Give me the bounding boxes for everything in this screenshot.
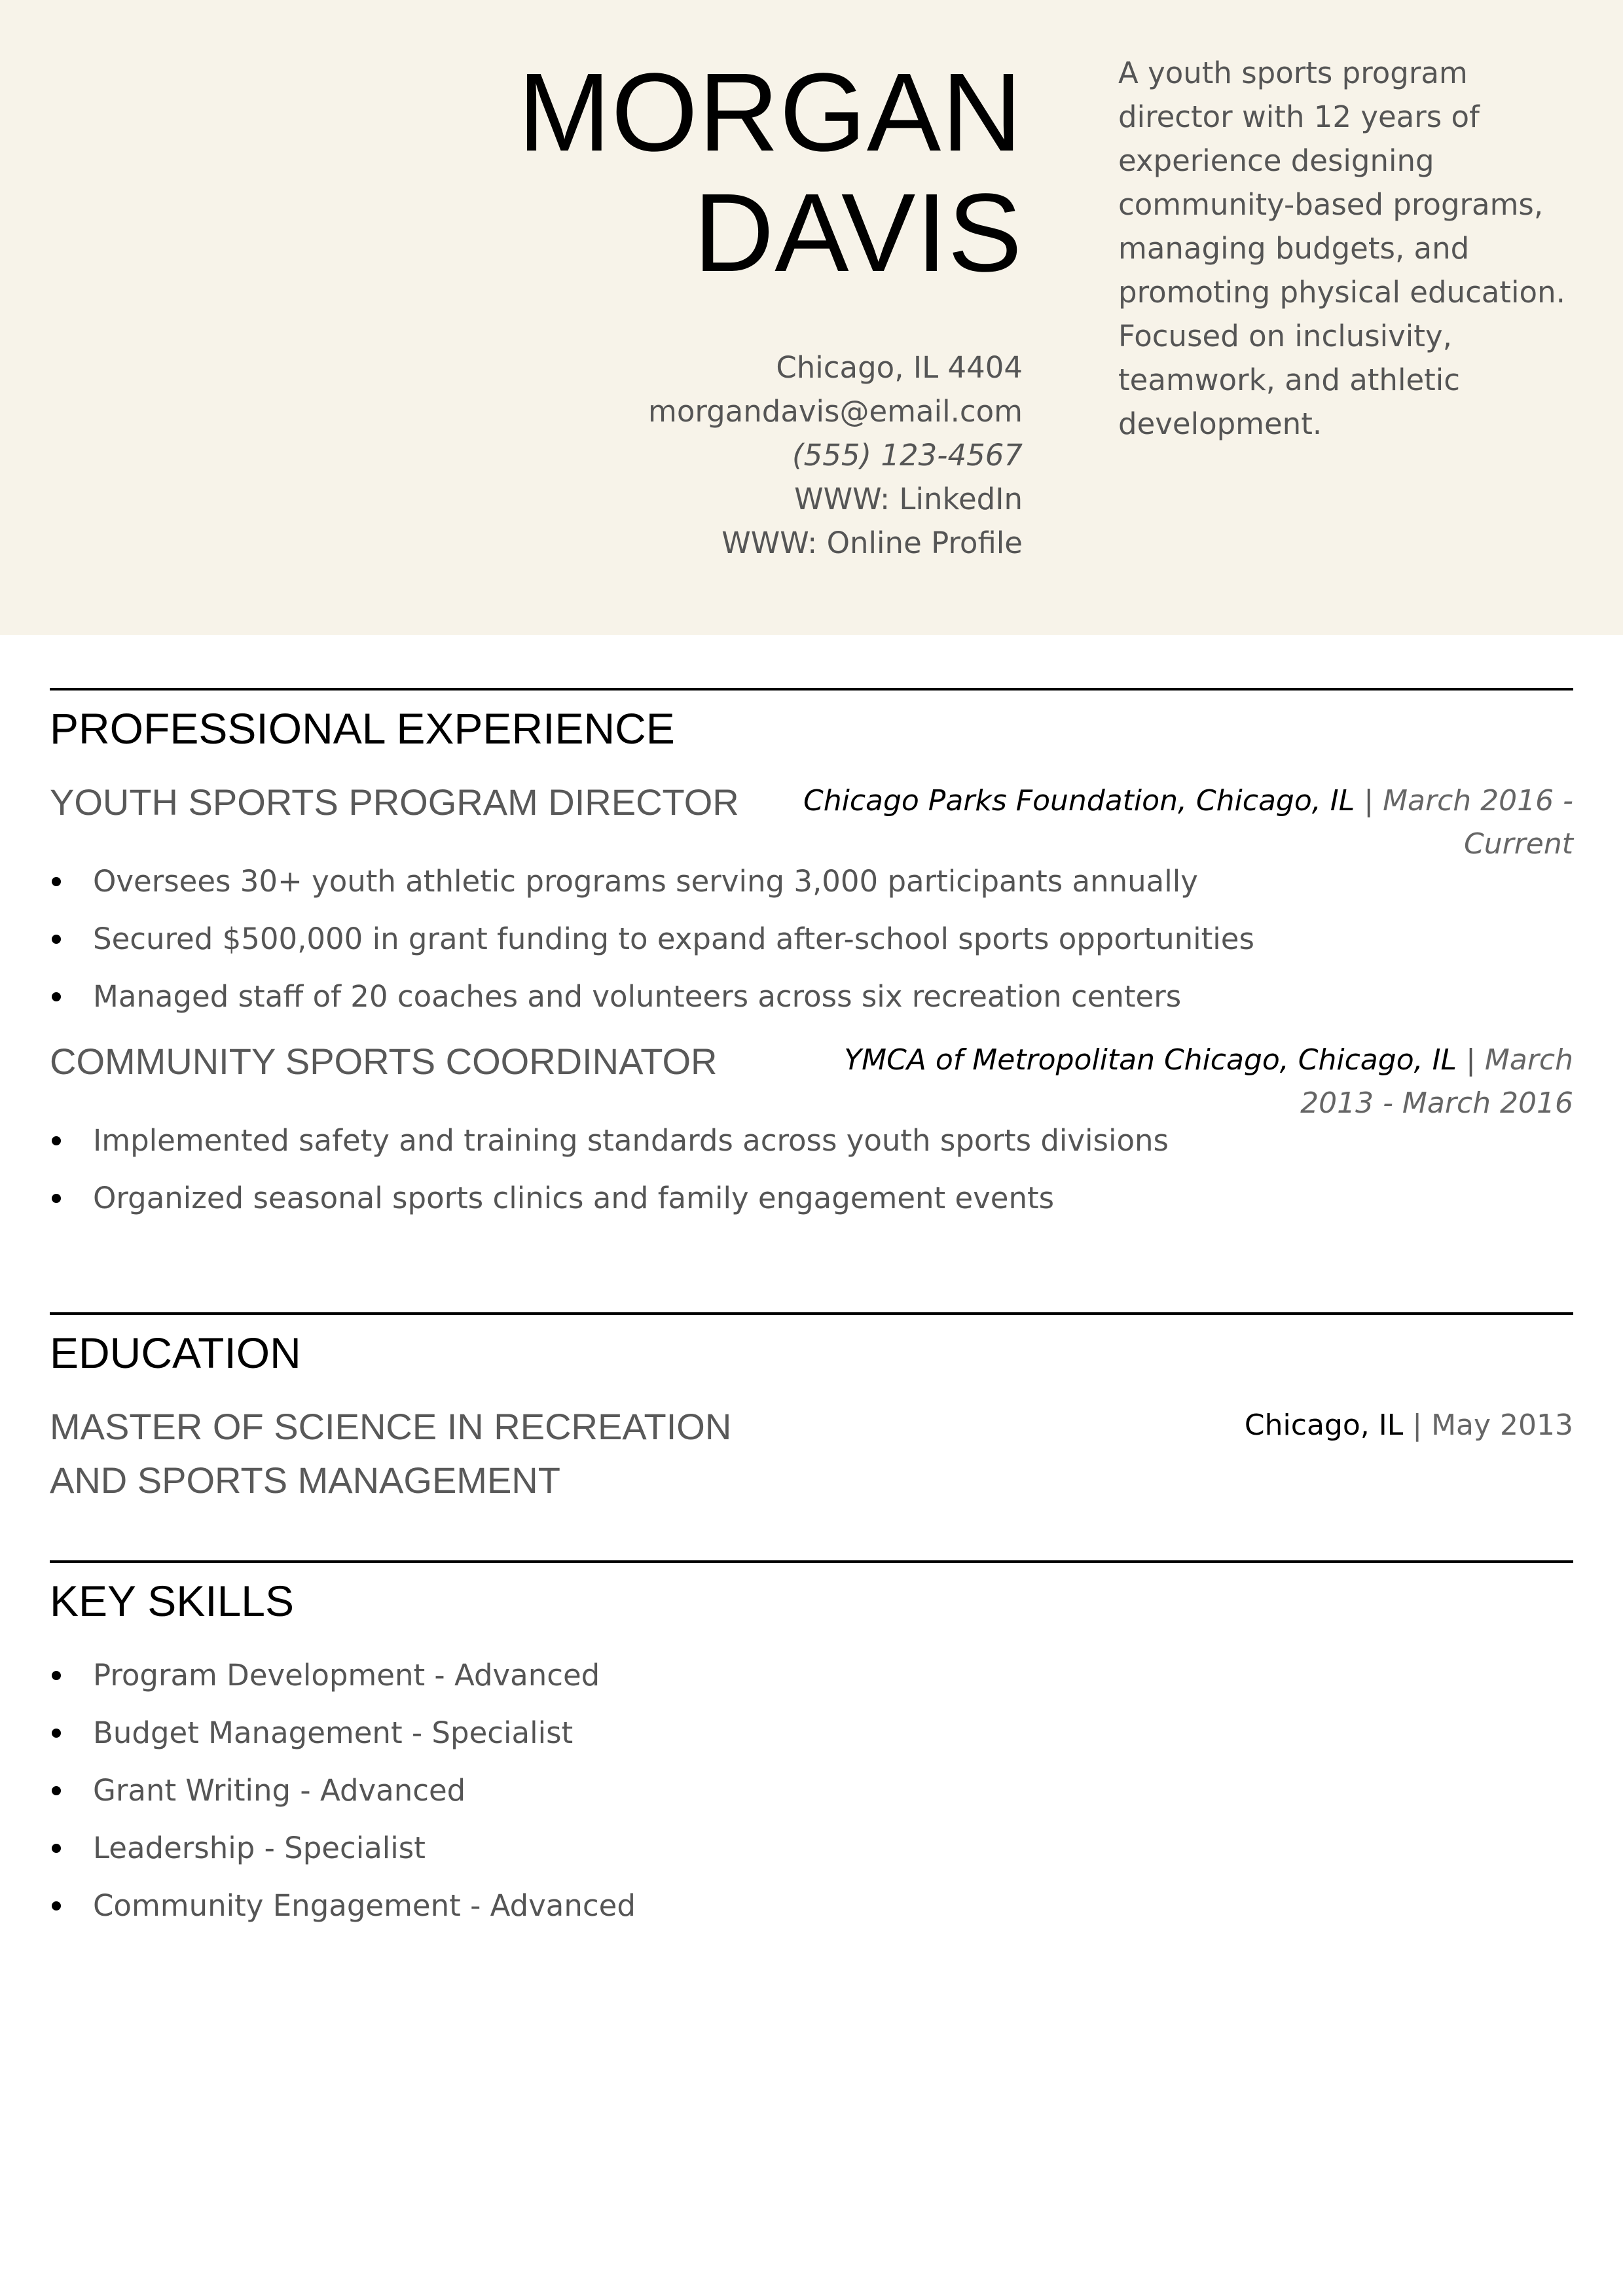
skills-section: [50, 1560, 1573, 1935]
contact-phone: (555) 123-4567: [792, 438, 1023, 473]
contact-profile-link[interactable]: WWW: Online Profile: [721, 526, 1023, 560]
meta-separator: |: [1364, 784, 1374, 817]
contact-linkedin-link[interactable]: WWW: LinkedIn: [794, 482, 1023, 516]
job-organization: Chicago Parks Foundation, Chicago, IL: [803, 784, 1355, 817]
section-divider: [50, 1312, 1573, 1315]
list-item: Program Development - Advanced: [50, 1647, 1573, 1704]
list-item: Managed staff of 20 coaches and volunteers across six recreation centers: [50, 968, 1573, 1026]
list-item: Budget Management - Specialist: [50, 1704, 1573, 1762]
section-title-skills: KEY SKILLS: [50, 1577, 295, 1625]
education-date: May 2013: [1431, 1408, 1573, 1442]
education-meta: [1245, 1404, 1573, 1447]
list-item: Community Engagement - Advanced: [50, 1877, 1573, 1935]
list-item: Organized seasonal sports clinics and family engagement events: [50, 1170, 1573, 1227]
job-title: YOUTH SPORTS PROGRAM DIRECTOR: [50, 781, 739, 823]
list-item: Leadership - Specialist: [50, 1820, 1573, 1877]
section-divider: [50, 688, 1573, 691]
meta-separator: |: [1466, 1043, 1476, 1077]
list-item: Implemented safety and training standards across youth sports divisions: [50, 1112, 1573, 1170]
job-dates: March 2016 -: [1383, 784, 1573, 817]
section-title-experience: PROFESSIONAL EXPERIENCE: [50, 704, 675, 753]
experience-section: [50, 688, 1573, 1227]
candidate-name: [368, 52, 1023, 293]
education-section: [50, 1312, 1573, 1507]
job-entry: [50, 776, 1573, 861]
degree-line: MASTER OF SCIENCE IN RECREATION: [50, 1406, 732, 1447]
degree-line: AND SPORTS MANAGEMENT: [50, 1460, 560, 1501]
name-last: DAVIS: [693, 171, 1023, 295]
resume-header: [0, 0, 1623, 635]
job-organization: YMCA of Metropolitan Chicago, Chicago, IL: [844, 1043, 1457, 1077]
list-item: Grant Writing - Advanced: [50, 1762, 1573, 1820]
job-title: COMMUNITY SPORTS COORDINATOR: [50, 1041, 718, 1082]
job-dates: March: [1484, 1043, 1573, 1077]
job-dates-continued: 2013 - March 2016: [1300, 1086, 1573, 1120]
job-entry: [50, 1035, 1573, 1120]
job-bullet-list: [50, 1112, 1573, 1227]
contact-email[interactable]: morgandavis@email.com: [648, 394, 1023, 429]
contact-location: Chicago, IL 4404: [776, 350, 1023, 385]
section-divider: [50, 1560, 1573, 1563]
education-entry: [50, 1400, 1573, 1507]
list-item: Oversees 30+ youth athletic programs serving 3,000 participants annually: [50, 853, 1573, 910]
meta-separator: |: [1412, 1408, 1423, 1442]
section-title-education: EDUCATION: [50, 1329, 301, 1377]
list-item: Secured $500,000 in grant funding to expand after-school sports opportunities: [50, 910, 1573, 968]
name-first: MORGAN: [518, 50, 1023, 175]
contact-block: [368, 346, 1023, 565]
skills-list: [50, 1647, 1573, 1935]
education-location: Chicago, IL: [1244, 1408, 1404, 1442]
summary-text: A youth sports program director with 12 years of experience designing community-based programs, managing budgets, and promoting physical education. Focused on inclusivity, teamwork, and athletic development.: [1118, 56, 1565, 441]
job-dates-continued: Current: [1464, 827, 1573, 861]
job-bullet-list: [50, 853, 1573, 1026]
